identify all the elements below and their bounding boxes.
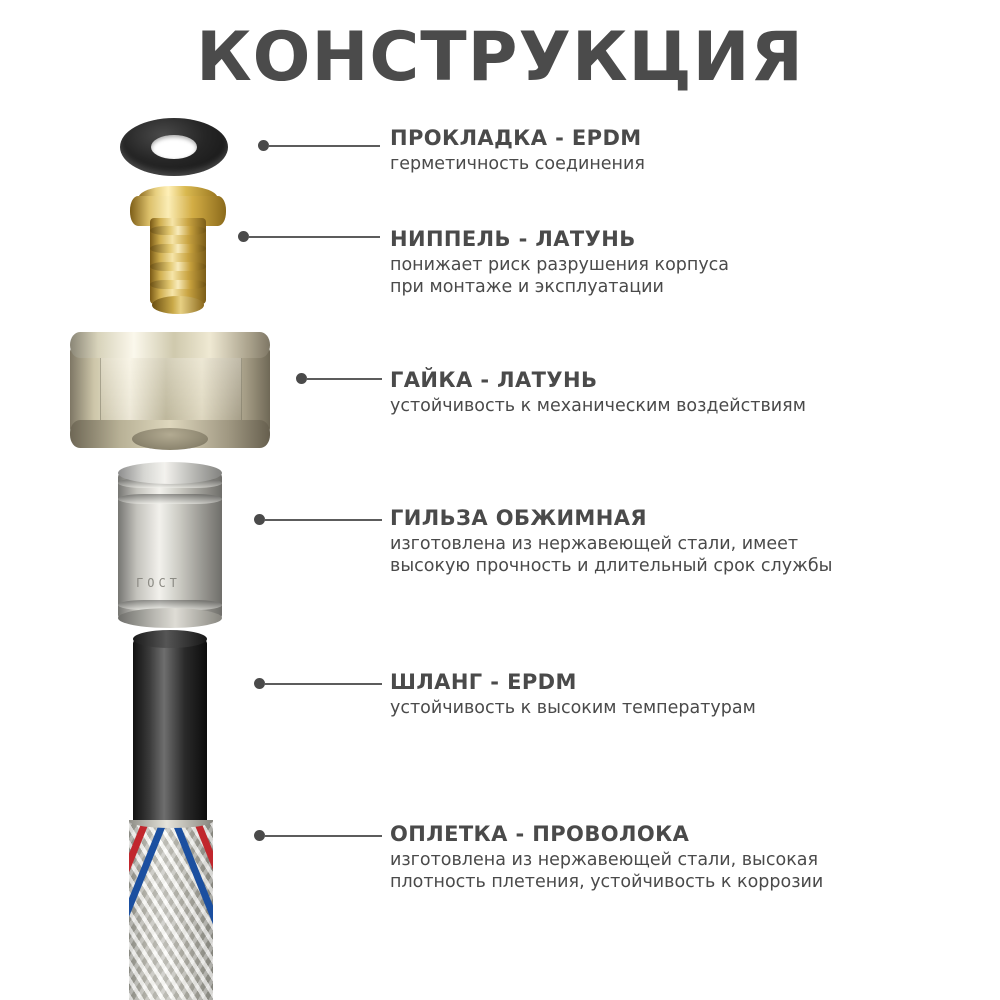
- nut-part-illustration: [70, 332, 270, 448]
- nut-thread-hole: [132, 428, 208, 450]
- leader-line-braid: [264, 835, 382, 837]
- braid-part-illustration: [129, 820, 213, 1000]
- sleeve-part-illustration: [118, 462, 222, 626]
- callout-nut: [390, 368, 806, 417]
- gasket-hole: [151, 135, 197, 159]
- nipple-rib: [150, 226, 206, 235]
- nipple-rib: [150, 262, 206, 271]
- sleeve-top-rim: [118, 462, 222, 484]
- leader-line-hose: [264, 683, 382, 685]
- nipple-bottom-edge: [152, 296, 204, 314]
- callout-nipple-heading: НИППЕЛЬ - ЛАТУНЬ: [390, 227, 636, 251]
- callout-sleeve: [390, 506, 832, 577]
- nipple-rib: [150, 280, 206, 289]
- page-title: КОНСТРУКЦИЯ: [196, 18, 804, 97]
- callout-sleeve-desc-line-1: изготовлена из нержавеющей стали, имеет: [390, 534, 799, 554]
- callout-nut-desc-line-1: устойчивость к механическим воздействиям: [390, 396, 806, 416]
- callout-gasket: [390, 126, 645, 175]
- callout-gasket-desc-line-1: герметичность соединения: [390, 154, 645, 174]
- nipple-barbed-body: [150, 218, 206, 304]
- sleeve-groove: [118, 494, 222, 504]
- sleeve-marking-text: ГОСТ: [136, 576, 181, 590]
- sleeve-bottom-rim: [118, 608, 222, 628]
- callout-sleeve-desc-line-2: высокую прочность и длительный срок службы: [390, 556, 833, 577]
- leader-line-sleeve: [264, 519, 382, 521]
- braid-weave-texture: [129, 820, 213, 1000]
- callout-hose: [390, 670, 756, 719]
- callout-braid-desc-line-1: изготовлена из нержавеющей стали, высокая: [390, 850, 819, 870]
- callout-gasket-heading: ПРОКЛАДКА - EPDM: [390, 126, 642, 150]
- hose-top-opening: [133, 630, 207, 648]
- callout-braid: [390, 822, 823, 893]
- callout-hose-desc-line-1: устойчивость к высоким температурам: [390, 698, 756, 718]
- gasket-part-illustration: [120, 118, 228, 176]
- callout-nipple: [390, 227, 729, 298]
- sleeve-body: [118, 472, 222, 620]
- leader-line-gasket: [268, 145, 380, 147]
- leader-line-nipple: [248, 236, 380, 238]
- nut-front-face: [100, 354, 242, 426]
- callout-braid-heading: ОПЛЕТКА - ПРОВОЛОКА: [390, 822, 690, 846]
- nipple-rib: [150, 244, 206, 253]
- callout-nipple-desc-line-2: при монтаже и эксплуатации: [390, 277, 664, 298]
- callout-nut-heading: ГАЙКА - ЛАТУНЬ: [390, 368, 598, 392]
- callout-nipple-desc-line-1: понижает риск разрушения корпуса: [390, 255, 730, 275]
- callout-hose-heading: ШЛАНГ - EPDM: [390, 670, 577, 694]
- callout-braid-desc-line-2: плотность плетения, устойчивость к коррозии: [390, 872, 824, 893]
- nut-top-rim: [70, 332, 270, 358]
- hose-part-illustration: [133, 638, 207, 828]
- leader-line-nut: [306, 378, 382, 380]
- callout-sleeve-heading: ГИЛЬЗА ОБЖИМНАЯ: [390, 506, 647, 530]
